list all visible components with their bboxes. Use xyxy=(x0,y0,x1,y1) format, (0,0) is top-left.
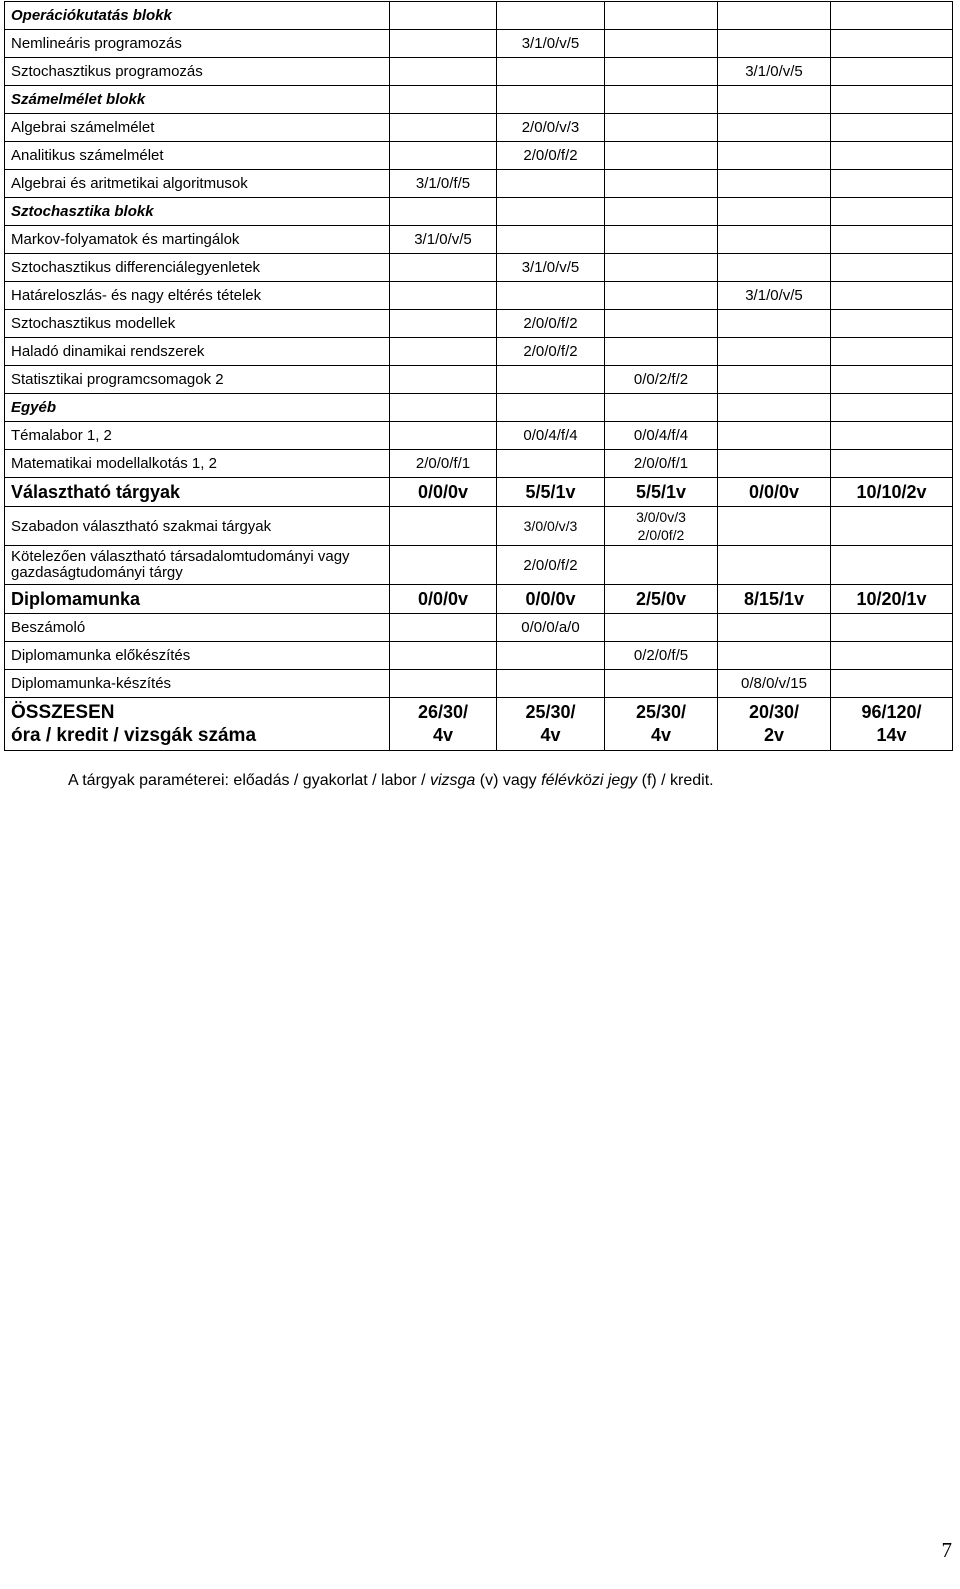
note-suffix: (f) / kredit. xyxy=(637,772,714,789)
semester-cell xyxy=(390,86,497,114)
row-label: Operációkutatás blokk xyxy=(5,2,390,30)
row-label: ÖSSZESEN óra / kredit / vizsgák száma xyxy=(5,698,390,751)
row-label: Beszámoló xyxy=(5,614,390,642)
table-row xyxy=(5,254,953,282)
semester-cell xyxy=(831,254,953,282)
curriculum-table xyxy=(4,1,953,751)
semester-cell xyxy=(497,366,605,394)
semester-cell xyxy=(497,86,605,114)
note-prefix: A tárgyak paraméterei: előadás / gyakorlat / labor / xyxy=(68,772,430,789)
row-label: Diplomamunka xyxy=(5,585,390,614)
semester-cell: 2/0/0/f/2 xyxy=(497,546,605,585)
semester-cell xyxy=(605,2,718,30)
table-row xyxy=(5,450,953,478)
semester-cell: 3/0/0/v/3 xyxy=(497,507,605,546)
semester-cell xyxy=(497,2,605,30)
table-row xyxy=(5,394,953,422)
semester-cell xyxy=(718,546,831,585)
semester-cell xyxy=(497,170,605,198)
semester-cell xyxy=(718,338,831,366)
row-label: Szabadon választható szakmai tárgyak xyxy=(5,507,390,546)
semester-cell: 0/0/4/f/4 xyxy=(497,422,605,450)
table-row xyxy=(5,58,953,86)
table-row xyxy=(5,30,953,58)
semester-cell xyxy=(390,614,497,642)
semester-cell xyxy=(390,30,497,58)
semester-cell xyxy=(605,282,718,310)
row-label: Határeloszlás- és nagy eltérés tételek xyxy=(5,282,390,310)
semester-cell xyxy=(605,310,718,338)
row-label: Sztochasztikus programozás xyxy=(5,58,390,86)
table-row xyxy=(5,2,953,30)
semester-cell xyxy=(831,642,953,670)
semester-cell xyxy=(831,2,953,30)
semester-cell: 0/0/0v xyxy=(718,478,831,507)
row-label: Statisztikai programcsomagok 2 xyxy=(5,366,390,394)
semester-cell: 25/30/ 4v xyxy=(605,698,718,751)
semester-cell: 0/0/0v xyxy=(497,585,605,614)
semester-cell xyxy=(497,394,605,422)
semester-cell xyxy=(718,422,831,450)
table-row xyxy=(5,86,953,114)
semester-cell xyxy=(605,142,718,170)
semester-cell xyxy=(605,114,718,142)
parameters-note xyxy=(68,772,714,790)
row-label: Nemlineáris programozás xyxy=(5,30,390,58)
semester-cell xyxy=(831,198,953,226)
note-middle: (v) vagy xyxy=(475,772,542,789)
semester-cell xyxy=(831,170,953,198)
row-label: Algebrai és aritmetikai algoritmusok xyxy=(5,170,390,198)
semester-cell: 3/1/0/v/5 xyxy=(718,58,831,86)
semester-cell: 2/0/0/f/1 xyxy=(605,450,718,478)
semester-cell xyxy=(718,198,831,226)
semester-cell xyxy=(497,198,605,226)
semester-cell: 3/1/0/v/5 xyxy=(497,30,605,58)
semester-cell: 26/30/ 4v xyxy=(390,698,497,751)
semester-cell xyxy=(390,282,497,310)
semester-cell: 10/20/1v xyxy=(831,585,953,614)
row-label: Algebrai számelmélet xyxy=(5,114,390,142)
semester-cell xyxy=(831,338,953,366)
row-label: Témalabor 1, 2 xyxy=(5,422,390,450)
semester-cell xyxy=(605,670,718,698)
semester-cell xyxy=(718,254,831,282)
semester-cell xyxy=(497,226,605,254)
semester-cell xyxy=(390,198,497,226)
semester-cell xyxy=(605,226,718,254)
semester-cell: 3/1/0/f/5 xyxy=(390,170,497,198)
semester-cell xyxy=(718,86,831,114)
semester-cell: 0/2/0/f/5 xyxy=(605,642,718,670)
table-row xyxy=(5,366,953,394)
semester-cell: 0/0/0v xyxy=(390,478,497,507)
semester-cell xyxy=(718,170,831,198)
semester-cell xyxy=(497,282,605,310)
row-label: Választható tárgyak xyxy=(5,478,390,507)
semester-cell xyxy=(718,450,831,478)
semester-cell xyxy=(718,114,831,142)
semester-cell xyxy=(497,450,605,478)
semester-cell: 8/15/1v xyxy=(718,585,831,614)
table-row xyxy=(5,585,953,614)
row-label: Sztochasztikus modellek xyxy=(5,310,390,338)
semester-cell xyxy=(390,546,497,585)
semester-cell: 2/5/0v xyxy=(605,585,718,614)
table-row xyxy=(5,614,953,642)
semester-cell xyxy=(831,30,953,58)
semester-cell xyxy=(605,614,718,642)
row-label: Számelmélet blokk xyxy=(5,86,390,114)
semester-cell xyxy=(831,114,953,142)
semester-cell: 0/0/0v xyxy=(390,585,497,614)
semester-cell xyxy=(605,58,718,86)
semester-cell: 3/1/0/v/5 xyxy=(497,254,605,282)
semester-cell xyxy=(497,58,605,86)
semester-cell xyxy=(831,422,953,450)
table-row xyxy=(5,698,953,751)
table-row xyxy=(5,422,953,450)
semester-cell xyxy=(390,366,497,394)
row-label: Sztochasztikus differenciálegyenletek xyxy=(5,254,390,282)
semester-cell xyxy=(718,394,831,422)
table-row xyxy=(5,546,953,585)
semester-cell xyxy=(390,507,497,546)
semester-cell xyxy=(831,282,953,310)
semester-cell xyxy=(718,30,831,58)
semester-cell xyxy=(831,507,953,546)
semester-cell xyxy=(718,2,831,30)
semester-cell xyxy=(718,366,831,394)
semester-cell xyxy=(605,30,718,58)
semester-cell xyxy=(718,226,831,254)
semester-cell xyxy=(831,366,953,394)
semester-cell: 25/30/ 4v xyxy=(497,698,605,751)
semester-cell xyxy=(497,642,605,670)
semester-cell xyxy=(390,142,497,170)
semester-cell xyxy=(831,394,953,422)
semester-cell: 0/0/0/a/0 xyxy=(497,614,605,642)
semester-cell xyxy=(718,507,831,546)
table-row xyxy=(5,310,953,338)
semester-cell xyxy=(831,142,953,170)
semester-cell: 2/0/0/f/2 xyxy=(497,142,605,170)
semester-cell xyxy=(390,2,497,30)
semester-cell: 20/30/ 2v xyxy=(718,698,831,751)
row-label: Haladó dinamikai rendszerek xyxy=(5,338,390,366)
semester-cell xyxy=(390,670,497,698)
semester-cell xyxy=(831,546,953,585)
curriculum-table-body xyxy=(5,2,953,751)
semester-cell xyxy=(718,310,831,338)
table-row xyxy=(5,170,953,198)
semester-cell xyxy=(605,198,718,226)
semester-cell xyxy=(605,546,718,585)
semester-cell xyxy=(605,394,718,422)
table-row xyxy=(5,282,953,310)
row-label: Matematikai modellalkotás 1, 2 xyxy=(5,450,390,478)
semester-cell xyxy=(605,254,718,282)
table-row xyxy=(5,198,953,226)
semester-cell xyxy=(831,450,953,478)
semester-cell xyxy=(718,614,831,642)
semester-cell: 3/1/0/v/5 xyxy=(390,226,497,254)
semester-cell: 2/0/0/f/2 xyxy=(497,338,605,366)
semester-cell xyxy=(831,58,953,86)
semester-cell xyxy=(605,170,718,198)
table-row xyxy=(5,338,953,366)
semester-cell xyxy=(831,86,953,114)
semester-cell xyxy=(605,338,718,366)
semester-cell: 96/120/ 14v xyxy=(831,698,953,751)
table-row xyxy=(5,114,953,142)
table-row xyxy=(5,642,953,670)
row-label: Diplomamunka-készítés xyxy=(5,670,390,698)
row-label: Diplomamunka előkészítés xyxy=(5,642,390,670)
table-row xyxy=(5,670,953,698)
row-label: Analitikus számelmélet xyxy=(5,142,390,170)
semester-cell xyxy=(718,642,831,670)
semester-cell: 2/0/0/f/2 xyxy=(497,310,605,338)
row-label: Kötelezően választható társadalomtudományi vagy gazdaságtudományi tárgy xyxy=(5,546,390,585)
semester-cell xyxy=(390,338,497,366)
semester-cell: 0/0/4/f/4 xyxy=(605,422,718,450)
semester-cell: 0/8/0/v/15 xyxy=(718,670,831,698)
semester-cell: 5/5/1v xyxy=(605,478,718,507)
table-row xyxy=(5,142,953,170)
table-row xyxy=(5,507,953,546)
semester-cell: 3/1/0/v/5 xyxy=(718,282,831,310)
semester-cell xyxy=(390,58,497,86)
semester-cell xyxy=(390,114,497,142)
semester-cell xyxy=(390,642,497,670)
note-vizsga: vizsga xyxy=(429,772,476,789)
semester-cell xyxy=(831,670,953,698)
semester-cell xyxy=(718,142,831,170)
semester-cell xyxy=(831,614,953,642)
semester-cell: 3/0/0v/3 2/0/0f/2 xyxy=(605,507,718,546)
semester-cell xyxy=(390,254,497,282)
row-label: Sztochasztika blokk xyxy=(5,198,390,226)
semester-cell xyxy=(390,394,497,422)
semester-cell: 2/0/0/v/3 xyxy=(497,114,605,142)
page-number: 7 xyxy=(941,1538,952,1562)
semester-cell xyxy=(390,310,497,338)
note-jegy: félévközi jegy xyxy=(541,772,638,789)
row-label: Markov-folyamatok és martingálok xyxy=(5,226,390,254)
row-label: Egyéb xyxy=(5,394,390,422)
semester-cell xyxy=(390,422,497,450)
semester-cell xyxy=(605,86,718,114)
semester-cell: 0/0/2/f/2 xyxy=(605,366,718,394)
semester-cell: 5/5/1v xyxy=(497,478,605,507)
table-row xyxy=(5,478,953,507)
table-row xyxy=(5,226,953,254)
semester-cell: 10/10/2v xyxy=(831,478,953,507)
semester-cell: 2/0/0/f/1 xyxy=(390,450,497,478)
semester-cell xyxy=(497,670,605,698)
semester-cell xyxy=(831,310,953,338)
semester-cell xyxy=(831,226,953,254)
